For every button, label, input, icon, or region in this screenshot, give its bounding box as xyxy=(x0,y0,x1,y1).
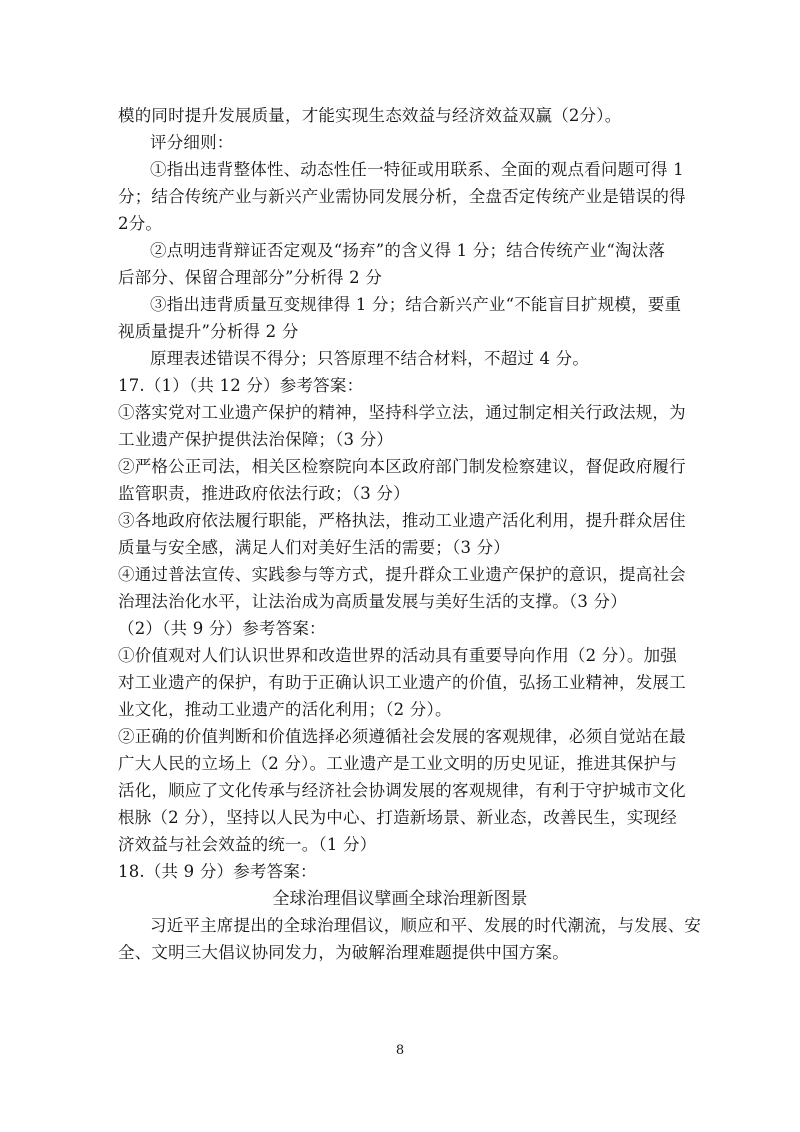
text-line: 原理表述错误不得分；只答原理不结合材料，不超过 4 分。 xyxy=(150,349,590,368)
text-line: ①落实党对工业遗产保护的精神，坚持科学立法，通过制定相关行政法规，为 xyxy=(118,403,686,422)
text-line: 分；结合传统产业与新兴产业需协同发展分析，全盘否定传统产业是错误的得 xyxy=(118,187,686,206)
text-line: 后部分、保留合理部分”分析得 2 分 xyxy=(118,268,383,287)
text-line: 工业遗产保护提供法治保障；（3 分） xyxy=(118,430,394,449)
text-line: 18.（共 9 分）参考答案： xyxy=(118,862,317,881)
text-line: （2）（共 9 分）参考答案： xyxy=(118,619,326,638)
text-line: ②点明违背辩证否定观及“扬弃”的含义得 1 分；结合传统产业“淘汰落 xyxy=(150,241,666,260)
text-line: 业文化，推动工业遗产的活化利用；（2 分）。 xyxy=(118,700,452,719)
text-line: ②严格公正司法，相关区检察院向本区政府部门制发检察建议，督促政府履行 xyxy=(118,457,686,476)
text-line: 济效益与社会效益的统一。（1 分） xyxy=(118,835,377,854)
text-line: 评分细则： xyxy=(150,133,234,152)
text-line: ④通过普法宣传、实践参与等方式，提升群众工业遗产保护的意识，提高社会 xyxy=(118,565,686,584)
text-line: 监管职责，推进政府依法行政；（3 分） xyxy=(118,484,410,503)
text-line: 治理法治化水平，让法治成为高质量发展与美好生活的支撑。（3 分） xyxy=(118,592,627,611)
text-line: 模的同时提升发展质量，才能实现生态效益与经济效益双赢（2分）。 xyxy=(118,106,622,125)
text-line: 习近平主席提出的全球治理倡议，顺应和平、发展的时代潮流，与发展、安 xyxy=(150,916,702,935)
text-line: ①指出违背整体性、动态性任一特征或用联系、全面的观点看问题可得 1 xyxy=(150,160,684,179)
page-number: 8 xyxy=(395,1043,405,1058)
text-line: 视质量提升”分析得 2 分 xyxy=(118,322,299,341)
text-line: 17.（1）（共 12 分）参考答案： xyxy=(118,376,364,395)
text-line: 根脉（2 分），坚持以人民为中心、打造新场景、新业态，改善民生，实现经 xyxy=(118,808,677,827)
text-line: 2分。 xyxy=(118,214,163,233)
text-line: ①价值观对人们认识世界和改造世界的活动具有重要导向作用（2 分）。加强 xyxy=(118,646,677,665)
text-line: ③指出违背质量互变规律得 1 分；结合新兴产业“不能盲目扩规模，要重 xyxy=(150,295,682,314)
text-line: ②正确的价值判断和价值选择必须遵循社会发展的客观规律，必须自觉站在最 xyxy=(118,727,686,746)
text-line: 对工业遗产的保护，有助于正确认识工业遗产的价值，弘扬工业精神，发展工 xyxy=(118,673,686,692)
text-line: 全、文明三大倡议协同发力，为破解治理难题提供中国方案。 xyxy=(118,943,569,962)
text-line: 广大人民的立场上（2 分）。工业遗产是工业文明的历史见证，推进其保护与 xyxy=(118,754,677,773)
essay-title: 全球治理倡议擘画全球治理新图景 xyxy=(272,889,528,909)
text-line: 质量与安全感，满足人们对美好生活的需要；（3 分） xyxy=(118,538,510,557)
text-line: ③各地政府依法履行职能，严格执法，推动工业遗产活化利用，提升群众居住 xyxy=(118,511,686,530)
text-line: 活化，顺应了文化传承与经济社会协调发展的客观规律，有利于守护城市文化 xyxy=(118,781,686,800)
